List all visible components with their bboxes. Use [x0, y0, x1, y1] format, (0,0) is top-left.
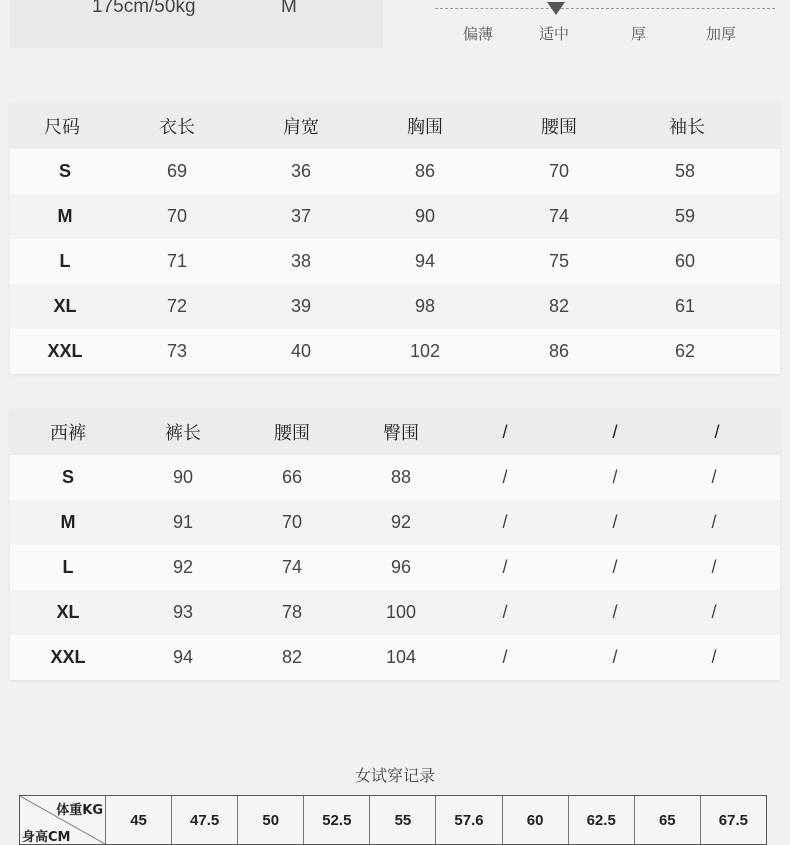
- weight-cell: 60: [503, 796, 569, 844]
- value-cell: 38: [290, 251, 312, 271]
- value-cell: 37: [290, 206, 312, 226]
- size-cell: M: [57, 206, 73, 226]
- value-cell: 104: [385, 647, 417, 667]
- value-cell: 58: [674, 161, 696, 181]
- header-waist: 腰围: [541, 117, 577, 138]
- header-sleeve: 袖长: [669, 117, 705, 138]
- size-cell: M: [60, 512, 76, 532]
- size-cell: XL: [53, 296, 77, 316]
- value-cell: 82: [548, 296, 570, 316]
- table-row: [10, 455, 780, 500]
- table-row: [10, 284, 780, 329]
- model-reference-box: [10, 0, 383, 48]
- header-waist: 腰围: [274, 423, 310, 444]
- try-on-table: [19, 795, 767, 845]
- value-cell: /: [502, 602, 508, 622]
- thickness-scale-line: [435, 8, 775, 9]
- value-cell: 71: [166, 251, 188, 271]
- value-cell: /: [612, 647, 618, 667]
- model-size: M: [281, 0, 297, 17]
- thickness-level-extra-thick: 加厚: [706, 25, 737, 43]
- value-cell: /: [711, 512, 717, 532]
- table-row: [10, 500, 780, 545]
- value-cell: 74: [281, 557, 303, 577]
- size-cell: XL: [56, 602, 80, 622]
- value-cell: 102: [409, 341, 441, 361]
- table-row: [10, 239, 780, 284]
- value-cell: /: [711, 602, 717, 622]
- weight-cell: 67.5: [718, 812, 748, 829]
- header-empty-1: /: [502, 421, 508, 442]
- table-row: [10, 590, 780, 635]
- size-cell: L: [62, 557, 74, 577]
- value-cell: 90: [414, 206, 436, 226]
- weight-cell: 47.5: [172, 796, 238, 844]
- header-empty-3: /: [714, 421, 720, 442]
- weight-cell: 62.5: [569, 796, 635, 844]
- value-cell: /: [612, 467, 618, 487]
- pants-size-table: [10, 409, 780, 680]
- value-cell: 94: [414, 251, 436, 271]
- try-on-corner-cell: [20, 796, 106, 844]
- table-row: [10, 149, 780, 194]
- thickness-level-thick: 厚: [631, 25, 647, 43]
- value-cell: /: [711, 557, 717, 577]
- thickness-level-thin: 偏薄: [463, 25, 494, 43]
- value-cell: 61: [674, 296, 696, 316]
- value-cell: 72: [166, 296, 188, 316]
- value-cell: /: [711, 647, 717, 667]
- value-cell: /: [612, 602, 618, 622]
- header-pants: 西裤: [50, 423, 86, 444]
- value-cell: 86: [548, 341, 570, 361]
- value-cell: 59: [674, 206, 696, 226]
- thickness-marker-icon: [547, 2, 565, 15]
- size-cell: S: [58, 161, 72, 181]
- weight-cell: 55: [370, 796, 436, 844]
- value-cell: 70: [281, 512, 303, 532]
- height-label: 身高CM: [22, 830, 71, 845]
- value-cell: /: [502, 512, 508, 532]
- value-cell: /: [502, 467, 508, 487]
- header-length: 衣长: [159, 117, 195, 138]
- table-row: [10, 329, 780, 374]
- try-on-title: 女试穿记录: [354, 766, 435, 785]
- value-cell: 86: [414, 161, 436, 181]
- size-cell: XXL: [50, 647, 86, 667]
- weight-cell: 45: [106, 796, 172, 844]
- value-cell: 73: [166, 341, 188, 361]
- value-cell: 36: [290, 161, 312, 181]
- value-cell: 93: [172, 602, 194, 622]
- table-row: [10, 545, 780, 590]
- top-size-table: [10, 103, 780, 374]
- value-cell: 100: [385, 602, 417, 622]
- value-cell: 70: [548, 161, 570, 181]
- header-pants-length: 裤长: [165, 423, 201, 444]
- value-cell: 88: [390, 467, 412, 487]
- size-cell: XXL: [47, 341, 83, 361]
- value-cell: 66: [281, 467, 303, 487]
- table-row: [10, 194, 780, 239]
- header-hip: 臀围: [383, 423, 419, 444]
- value-cell: 91: [172, 512, 194, 532]
- header-size: 尺码: [44, 117, 80, 138]
- value-cell: 92: [172, 557, 194, 577]
- value-cell: /: [502, 557, 508, 577]
- model-measurements: 175cm/50kg: [92, 0, 196, 17]
- header-chest: 胸围: [407, 117, 443, 138]
- value-cell: /: [612, 512, 618, 532]
- header-empty-2: /: [612, 421, 618, 442]
- value-cell: 92: [390, 512, 412, 532]
- table-row: [10, 635, 780, 680]
- weight-cell: 65: [635, 796, 701, 844]
- value-cell: 75: [548, 251, 570, 271]
- value-cell: 69: [166, 161, 188, 181]
- value-cell: 78: [281, 602, 303, 622]
- value-cell: 40: [290, 341, 312, 361]
- value-cell: 98: [414, 296, 436, 316]
- value-cell: /: [612, 557, 618, 577]
- weight-cell: 50: [238, 796, 304, 844]
- value-cell: /: [711, 467, 717, 487]
- table-header-row: [10, 409, 780, 455]
- thickness-level-medium: 适中: [539, 25, 570, 43]
- weight-label: 体重KG: [56, 803, 103, 818]
- value-cell: 60: [674, 251, 696, 271]
- size-cell: S: [61, 467, 75, 487]
- weight-cell: 57.6: [436, 796, 502, 844]
- value-cell: 90: [172, 467, 194, 487]
- value-cell: 70: [166, 206, 188, 226]
- table-header-row: [10, 103, 780, 149]
- value-cell: 82: [281, 647, 303, 667]
- value-cell: 39: [290, 296, 312, 316]
- weight-cell: 52.5: [304, 796, 370, 844]
- value-cell: 96: [390, 557, 412, 577]
- value-cell: 94: [172, 647, 194, 667]
- value-cell: 62: [674, 341, 696, 361]
- value-cell: 74: [548, 206, 570, 226]
- value-cell: /: [502, 647, 508, 667]
- size-cell: L: [59, 251, 71, 271]
- header-shoulder: 肩宽: [283, 117, 319, 138]
